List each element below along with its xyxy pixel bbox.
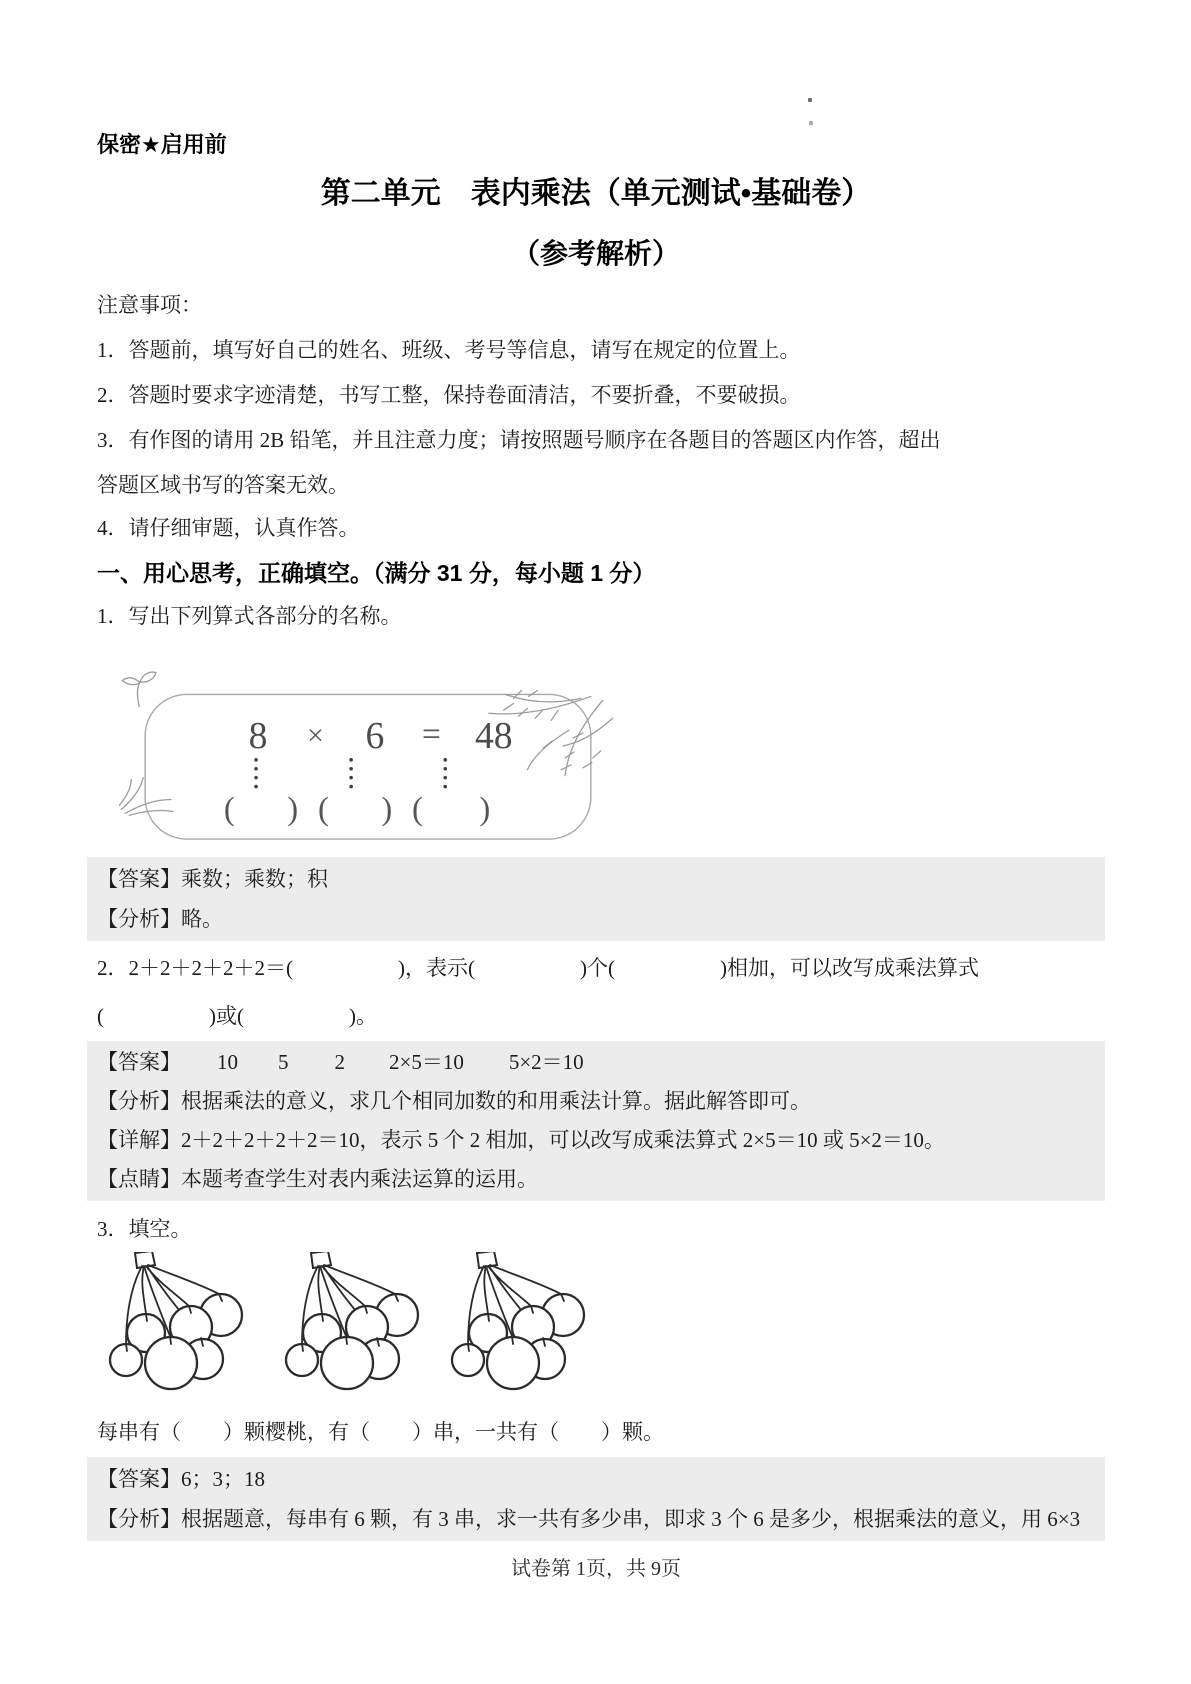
q1-analysis-line: 【分析】略。 [97,907,223,931]
q1-answer-line: 【答案】乘数；乘数；积 [97,867,328,891]
equals-sign: = [421,715,441,753]
q2-answer-item: 5 [278,1050,289,1074]
blank-paren: ( [317,791,329,828]
multiplier: 6 [365,714,385,757]
notice-line-3-continued: 答题区域书写的答案无效。 [97,473,349,497]
q2-detail-line: 【详解】2＋2＋2＋2＋2＝10，表示 5 个 2 相加，可以改写成乘法算式 2×5＝10 或 5×2＝10。 [97,1128,945,1152]
notice-line-3: 3．有作图的请用 2B 铅笔，并且注意力度；请按照题号顺序在各题目的答题区内作答，超出 [97,428,941,452]
answer-block-q3 [87,1457,1105,1541]
notice-line-1: 1．答题前，填写好自己的姓名、班级、考号等信息，请写在规定的位置上。 [97,338,801,362]
q2-answer-item: 2 [334,1050,345,1074]
q3-analysis-line: 【分析】根据题意，每串有 6 颗，有 3 串，求一共有多少串，即求 3 个 6 是多少，根据乘法的意义，用 6×3 [97,1507,1081,1531]
page-title: 第二单元 表内乘法（单元测试•基础卷） [320,177,872,210]
q2-answer-item: 10 [217,1050,238,1074]
question-2-line-2: ( )或( )。 [97,1004,377,1028]
name-blanks [224,791,490,827]
dotted-leader-lines [254,758,447,788]
blank-paren: ) [287,791,299,828]
times-sign: × [307,719,324,752]
q3-answer-line: 【答案】6；3；18 [97,1467,265,1491]
blank-paren: ( [412,791,423,828]
question-3-fill-line: 每串有（ ）颗樱桃，有（ ）串，一共有（ ）颗。 [97,1420,664,1444]
blank-paren: ) [479,791,491,828]
notice-line-4: 4．请仔细审题，认真作答。 [97,516,360,540]
equation-row [249,715,513,757]
sprout-icon [122,672,156,706]
question-1-text: 1．写出下列算式各部分的名称。 [97,604,402,628]
page-content [97,0,1095,1583]
page-subtitle: （参考解析） [511,238,680,269]
question-3-text: 3．填空。 [97,1217,192,1241]
cherry-figure [97,1252,617,1404]
blank-paren: ( [223,791,235,828]
q2-answer-item: 2×5＝10 [389,1050,464,1074]
q2-note-line: 【点睛】本题考查学生对表内乘法运算的运用。 [97,1167,538,1191]
multiplicand: 8 [248,714,268,757]
question-2-line-1: 2．2＋2＋2＋2＋2＝( )，表示( )个( )相加，可以改写成乘法算式 [97,956,979,980]
section-1-heading: 一、用心思考，正确填空。（满分 31 分，每小题 1 分） [97,560,656,586]
notice-heading: 注意事项： [97,293,202,317]
answer-block-q2 [87,1041,1105,1201]
product: 48 [474,714,513,757]
page-footer: 试卷第 1页，共 9页 [511,1558,681,1580]
q2-answer-item: 5×2＝10 [508,1050,584,1074]
blank-paren: ) [381,791,393,828]
equation-figure [105,639,625,847]
q2-answer-line [97,1043,1095,1082]
q2-answer-label: 【答案】 [97,1050,181,1074]
notice-line-2: 2．答题时要求字迹清楚，书写工整，保持卷面清洁，不要折叠，不要破损。 [97,383,801,407]
answer-block-q1 [87,857,1105,941]
q2-analysis-line: 【分析】根据乘法的意义，求几个相同加数的和用乘法计算。据此解答即可。 [97,1089,811,1113]
security-label: 保密★启用前 [97,132,227,157]
